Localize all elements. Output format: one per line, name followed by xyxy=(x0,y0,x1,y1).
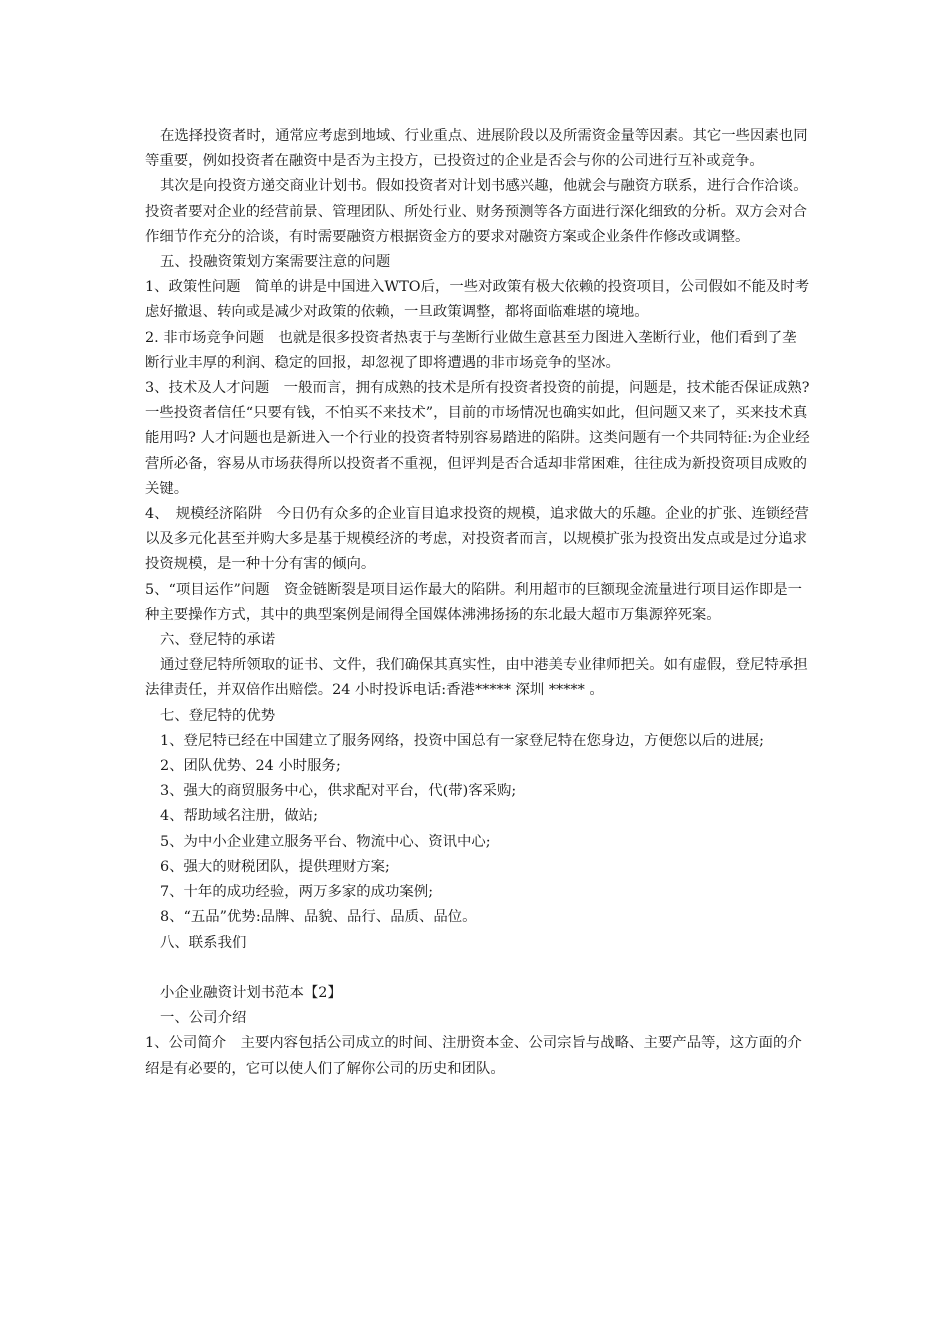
advantage-item: 2、团队优势、24 小时服务; xyxy=(160,758,341,775)
paragraph-submit-business-plan: 其次是向投资方递交商业计划书。假如投资者对计划书感兴趣，他就会与融资方联系，进行合作洽谈。投资者要对企业的经营前景、管理团队、所处行业、财务预测等各方面进行深化细致的分析。双方会对合作细节作充分的洽谈，有时需要融资方根据资金方的要求对融资方案或企业条件作修改或调整。 xyxy=(145,178,808,245)
section-heading-6: 六、登尼特的承诺 xyxy=(160,632,276,649)
paragraph-investor-selection: 在选择投资者时，通常应考虑到地域、行业重点、进展阶段以及所需资金量等因素。其它一些因素也同等重要，例如投资者在融资中是否为主投方，已投资过的企业是否会与你的公司进行互补或竞争。 xyxy=(145,128,808,170)
advantage-item: 4、帮助域名注册，做站; xyxy=(160,808,318,825)
blank-line xyxy=(145,956,810,981)
advantage-item: 7、十年的成功经验，两万多家的成功案例; xyxy=(160,884,434,901)
section-heading-8: 八、联系我们 xyxy=(160,934,247,951)
company-intro: 1、公司简介 主要内容包括公司成立的时间、注册资本金、公司宗旨与战略、主要产品等，这方面的介绍是有必要的，它可以使人们了解你公司的历史和团队。 xyxy=(145,1035,802,1077)
paragraph-promise: 通过登尼特所领取的证书、文件，我们确保其真实性，由中港美专业律师把关。如有虚假，登尼特承担法律责任，并双倍作出赔偿。24 小时投诉电话:香港***** 深圳 ***** 。 xyxy=(145,657,808,699)
issue-scale-economy: 4、 规模经济陷阱 今日仍有众多的企业盲目追求投资的规模，追求做大的乐趣。企业的扩张、连锁经营以及多元化甚至并购大多是基于规模经济的考虑，对投资者而言，以规模扩张为投资出发点或是过分追求投资规模，是一种十分有害的倾向。 xyxy=(145,506,809,573)
advantage-item: 5、为中小企业建立服务平台、物流中心、资讯中心; xyxy=(160,833,491,850)
document-body xyxy=(145,124,810,1082)
section-heading-7: 七、登尼特的优势 xyxy=(160,707,276,724)
advantage-item: 8、“五品”优势:品牌、品貌、品行、品质、品位。 xyxy=(160,909,477,926)
advantage-item: 6、强大的财税团队，提供理财方案; xyxy=(160,858,390,875)
issue-project-operation: 5、“项目运作”问题 资金链断裂是项目运作最大的陷阱。利用超市的巨额现金流量进行项目运作即是一种主要操作方式，其中的典型案例是闹得全国媒体沸沸扬扬的东北最大超市万集源猝死案。 xyxy=(145,581,803,623)
issue-policy: 1、政策性问题 简单的讲是中国进入WTO后，一些对政策有极大依赖的投资项目，公司假如不能及时考虑好撤退、转向或是减少对政策的依赖，一旦政策调整，都将面临难堪的境地。 xyxy=(145,279,810,321)
advantage-item: 3、强大的商贸服务中心，供求配对平台，代(带)客采购; xyxy=(160,783,517,800)
issue-technology-talent: 3、技术及人才问题 一般而言，拥有成熟的技术是所有投资者投资的前提，问题是，技术能否保证成熟?一些投资者信任“只要有钱，不怕买不来技术”，目前的市场情况也确实如此，但问题又来了，买来技术真能用吗? 人才问题也是新进入一个行业的投资者特别容易踏进的陷阱。这类问题有一个共同特征:为企业经营所必备，容易从市场获得所以投资者不重视，但评判是否合适却非常困难，往往成为新投资项目成败的关键。 xyxy=(145,380,810,497)
issue-non-market-competition: 2. 非市场竞争问题 也就是很多投资者热衷于与垄断行业做生意甚至力图进入垄断行业，他们看到了垄断行业丰厚的利润、稳定的回报，却忽视了即将遭遇的非市场竞争的坚冰。 xyxy=(145,329,797,371)
section-heading-1: 一、公司介绍 xyxy=(160,1010,247,1027)
document-title-2: 小企业融资计划书范本【2】 xyxy=(160,984,342,1001)
section-heading-5: 五、投融资策划方案需要注意的问题 xyxy=(160,254,391,271)
advantage-item: 1、登尼特已经在中国建立了服务网络，投资中国总有一家登尼特在您身边，方便您以后的进展; xyxy=(160,732,765,749)
